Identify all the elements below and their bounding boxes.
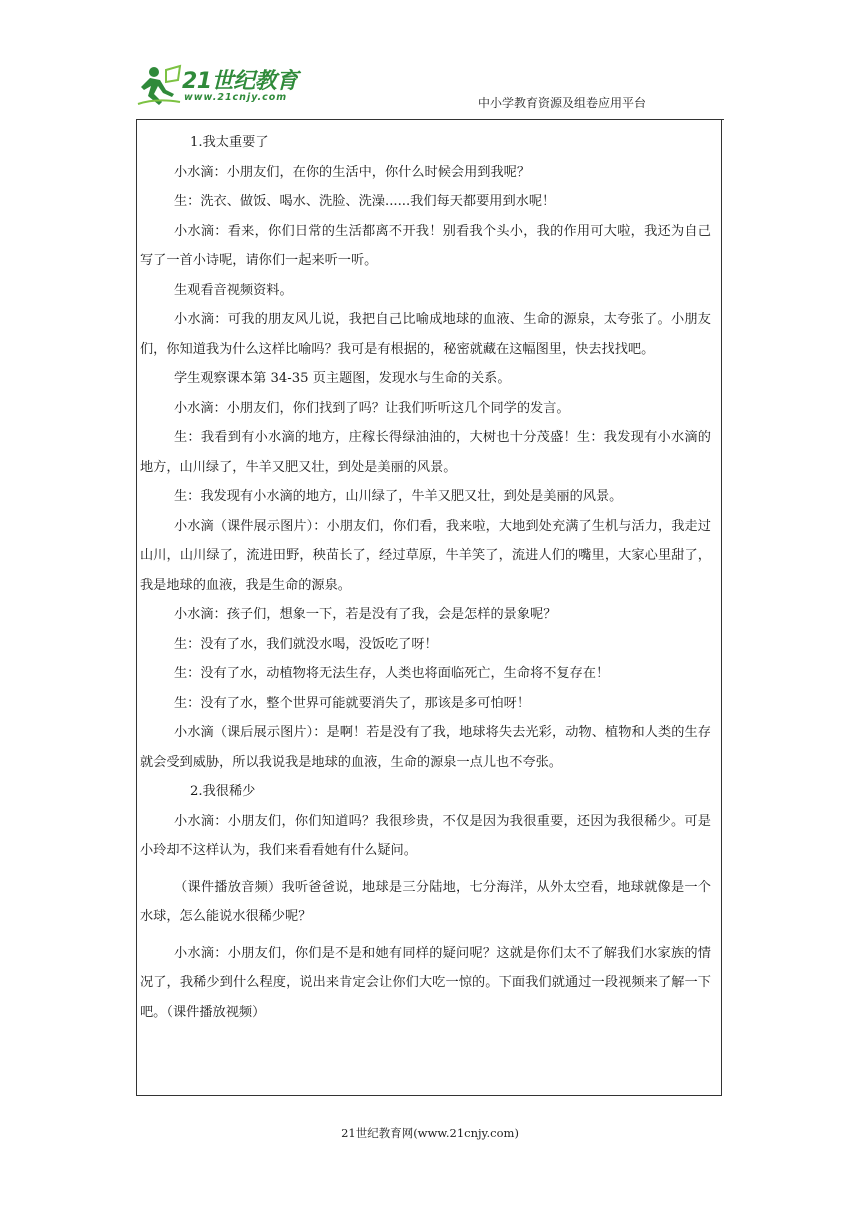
section-heading: 1.我太重要了 xyxy=(190,135,269,150)
paragraph: 小水滴：小朋友们，你们知道吗？我很珍贵，不仅是因为我很重要，还因为我很稀少。可是小玲却不这样认为，我们来看看她有什么疑问。 xyxy=(140,813,711,858)
section-heading: 2.我很稀少 xyxy=(190,784,256,799)
paragraph: 生：没有了水，动植物将无法生存，人类也将面临死亡，生命将不复存在！ xyxy=(174,666,610,681)
lesson-content xyxy=(137,128,721,1027)
paragraph: 小水滴（课件展示图片）：小朋友们，你们看，我来啦，大地到处充满了生机与活力，我走过山川，山川绿了，流进田野，秧苗长了，经过草原，牛羊笑了，流进人们的嘴里，大家心里甜了，我是地球的血液，我是生命的源泉。 xyxy=(140,518,711,593)
paragraph: 小水滴：小朋友们，你们找到了吗？让我们听听这几个同学的发言。 xyxy=(174,400,570,416)
paragraph: 生：我看到有小水滴的地方，庄稼长得绿油油的，大树也十分茂盛！生：我发现有小水滴的地方，山川绿了，牛羊又肥又壮，到处是美丽的风景。 xyxy=(140,430,711,475)
paragraph: 生：没有了水，我们就没水喝，没饭吃了呀！ xyxy=(174,636,438,652)
logo xyxy=(136,60,316,110)
logo-brand-text: 21世纪教育 xyxy=(182,69,298,94)
paragraph: 生：洗衣、做饭、喝水、洗脸、洗澡......我们每天都要用到水呢！ xyxy=(174,194,556,209)
paragraph: 小水滴：孩子们，想象一下，若是没有了我，会是怎样的景象呢？ xyxy=(174,607,557,622)
paragraph: 生：我发现有小水滴的地方，山川绿了，牛羊又肥又壮，到处是美丽的风景。 xyxy=(174,489,623,504)
paragraph: 小水滴：可我的朋友风儿说，我把自己比喻成地球的血液、生命的源泉，太夸张了。小朋友们，你知道我为什么这样比喻吗？我可是有根据的，秘密就藏在这幅图里，快去找找吧。 xyxy=(140,312,711,357)
paragraph: （课件播放音频）我听爸爸说，地球是三分陆地，七分海洋，从外太空看，地球就像是一个水球，怎么能说水很稀少呢？ xyxy=(140,879,711,924)
paragraph: 学生观察课本第 34-35 页主题图，发现水与生命的关系。 xyxy=(174,371,511,386)
paragraph: 小水滴（课后展示图片）：是啊！若是没有了我，地球将失去光彩，动物、植物和人类的生存就会受到威胁，所以我说我是地球的血液，生命的源泉一点儿也不夸张。 xyxy=(140,725,711,770)
runner-logo-icon xyxy=(136,64,182,108)
logo-url-text: www.21cnjy.com xyxy=(184,92,288,103)
paragraph: 小水滴：小朋友们，在你的生活中，你什么时候会用到我呢？ xyxy=(174,164,531,180)
page-footer: 21世纪教育网(www.21cnjy.com) xyxy=(341,1126,519,1140)
header-tagline: 中小学教育资源及组卷应用平台 xyxy=(477,96,646,110)
paragraph: 生：没有了水，整个世界可能就要消失了，那该是多可怕呀！ xyxy=(174,695,531,711)
paragraph: 生观看音视频资料。 xyxy=(174,282,293,298)
paragraph: 小水滴：小朋友们，你们是不是和她有同样的疑问呢？这就是你们太不了解我们水家族的情况了，我稀少到什么程度，说出来肯定会让你们大吃一惊的。下面我们就通过一段视频来了解一下吧。（课件播放视频） xyxy=(140,945,711,1020)
page-header xyxy=(136,58,724,120)
paragraph: 小水滴：看来，你们日常的生活都离不开我！别看我个头小，我的作用可大啦，我还为自己写了一首小诗呢，请你们一起来听一听。 xyxy=(140,223,711,268)
content-table xyxy=(136,120,722,1096)
